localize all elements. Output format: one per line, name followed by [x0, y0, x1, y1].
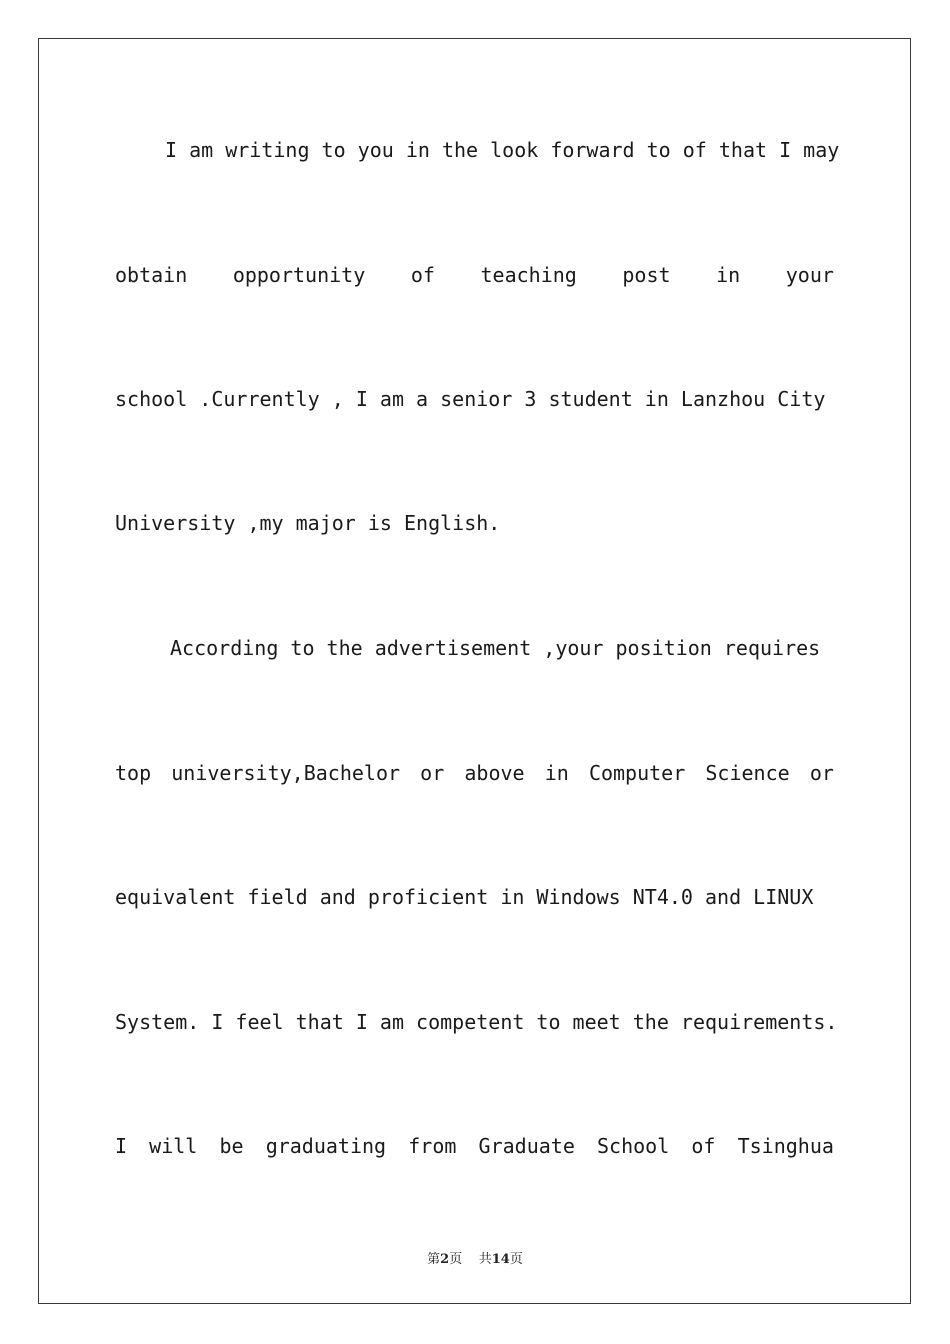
page-suffix: 页 [449, 1252, 463, 1267]
word: post [622, 263, 671, 287]
word: obtain [115, 263, 188, 287]
word: or [420, 761, 445, 785]
word: opportunity [232, 263, 366, 287]
word: of [691, 1134, 716, 1158]
page-number: 2 [440, 1252, 450, 1267]
page-prefix: 第 [427, 1252, 441, 1267]
body-line-4: University ,my major is English. [115, 511, 501, 535]
word: university,Bachelor [171, 761, 401, 785]
page-footer [0, 1248, 950, 1267]
word: your [785, 263, 834, 287]
total-prefix: 共 [478, 1252, 492, 1267]
word: I [115, 1134, 128, 1158]
body-line-1: I am writing to you in the look forward to of that I may [165, 138, 840, 162]
word: School [596, 1134, 670, 1158]
word: teaching [480, 263, 577, 287]
word: or [809, 761, 834, 785]
body-line-7: equivalent field and proficient in Windows NT4.0 and LINUX [115, 885, 814, 909]
total-suffix: 页 [509, 1252, 523, 1267]
body-line-6 [115, 761, 834, 785]
word: graduating [265, 1134, 387, 1158]
word: be [219, 1134, 244, 1158]
word: in [716, 263, 741, 287]
body-line-9 [115, 1134, 834, 1158]
word: Graduate [478, 1134, 575, 1158]
word: will [149, 1134, 198, 1158]
word: Tsinghua [737, 1134, 834, 1158]
word: above [464, 761, 525, 785]
total-pages: 14 [491, 1252, 510, 1267]
word: in [544, 761, 569, 785]
word: Computer [588, 761, 686, 785]
body-line-5: According to the advertisement ,your position requires [170, 636, 821, 660]
body-line-2 [115, 263, 834, 287]
word: of [410, 263, 435, 287]
word: Science [705, 761, 790, 785]
word: top [115, 761, 152, 785]
word: from [408, 1134, 457, 1158]
page-border [38, 38, 911, 1304]
body-line-3: school .Currently , I am a senior 3 student in Lanzhou City [115, 387, 826, 411]
body-line-8: System. I feel that I am competent to meet the requirements. [115, 1010, 838, 1034]
